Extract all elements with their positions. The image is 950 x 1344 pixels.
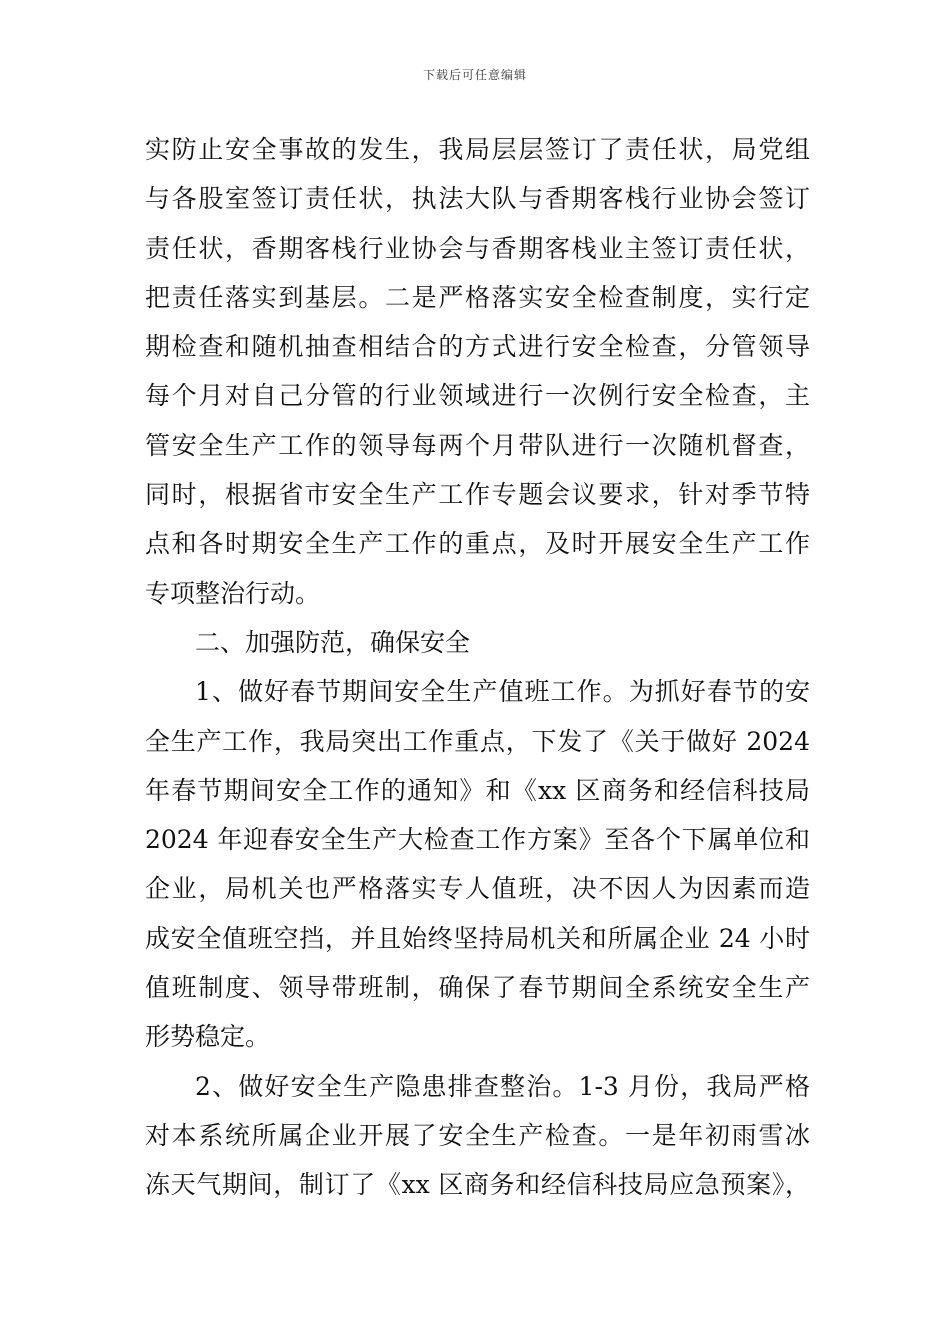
text-line: 全生产工作，我局突出工作重点，下发了《关于做好 2024 — [145, 726, 810, 756]
text-line: 2024 年迎春安全生产大检查工作方案》至各个下属单位和 — [145, 825, 810, 855]
text-line: 责任状，香期客栈行业协会与香期客栈业主签订责任状， — [145, 233, 810, 263]
text-line: 值班制度、领导带班制，确保了春节期间全系统安全生产 — [145, 973, 810, 1003]
text-line: 对本系统所属企业开展了安全生产检查。一是年初雨雪冰 — [145, 1120, 810, 1150]
text-line: 成安全值班空挡，并且始终坚持局机关和所属企业 24 小时 — [145, 923, 810, 953]
text-line: 年春节期间安全工作的通知》和《xx 区商务和经信科技局 — [145, 775, 810, 805]
document-body — [145, 125, 810, 1210]
text-line: 同时，根据省市安全生产工作专题会议要求，针对季节特 — [145, 480, 810, 510]
text-line: 形势稳定。 — [145, 1022, 271, 1052]
text-line: 把责任落实到基层。二是严格落实安全检查制度，实行定 — [145, 282, 810, 312]
text-line: 与各股室签订责任状，执法大队与香期客栈行业协会签订 — [145, 184, 810, 214]
text-line: 点和各时期安全生产工作的重点，及时开展安全生产工作 — [145, 529, 810, 559]
text-line: 管安全生产工作的领导每两个月带队进行一次随机督查， — [145, 430, 810, 460]
text-line: 企业，局机关也严格落实专人值班，决不因人为因素而造 — [145, 874, 810, 904]
text-line: 2、做好安全生产隐患排查整治。1-3 月份，我局严格 — [195, 1071, 810, 1101]
page-header-note: 下载后可任意编辑 — [422, 68, 527, 82]
text-line: 冻天气期间，制订了《xx 区商务和经信科技局应急预案》， — [145, 1170, 810, 1200]
text-line: 1、做好春节期间安全生产值班工作。为抓好春节的安 — [195, 677, 810, 707]
text-line: 二、加强防范，确保安全 — [195, 627, 471, 657]
text-line: 专项整治行动。 — [145, 578, 321, 608]
text-line: 每个月对自己分管的行业领域进行一次例行安全检查，主 — [145, 381, 810, 411]
text-line: 期检查和随机抽查相结合的方式进行安全检查，分管领导 — [145, 332, 810, 362]
text-line: 实防止安全事故的发生，我局层层签订了责任状，局党组 — [145, 135, 810, 164]
